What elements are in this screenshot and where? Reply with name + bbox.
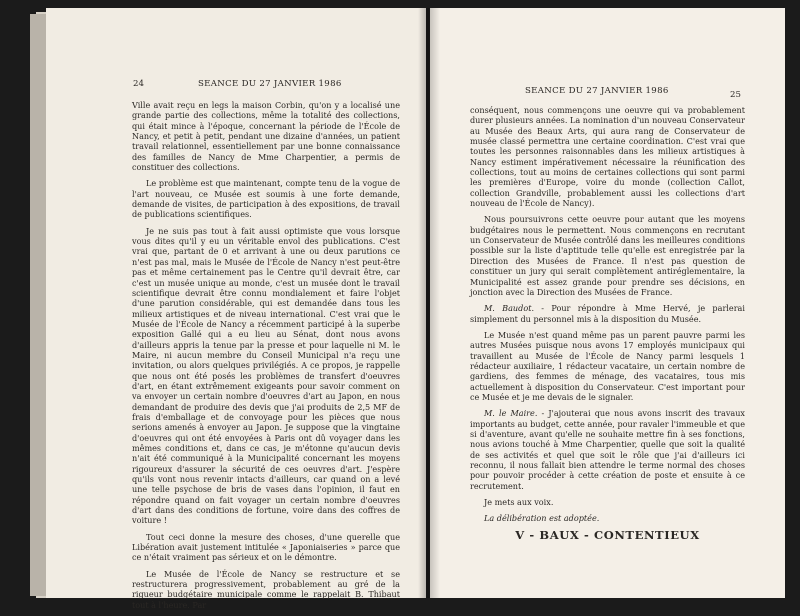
paragraph: Le Musée n'est quand même pas un parent pauvre parmi les autres Musées puisque nous avons 17 employés municipaux qui travaillent au Musée de l'École de Nancy parmi lesquels 1 rédacteur auxiliaire, 1 rédacteur vacataire, un certain nombre de gardiens, des femmes de ménage, des vacataires, tous mis actuellement à disposition du Conservateur. C'est important pour ce Musée et je me devais de le signaler. <box>470 329 745 402</box>
adoption-line: La délibération est adoptée. <box>484 513 600 524</box>
right-page-number: 25 <box>730 90 741 100</box>
paragraph: Nous poursuivrons cette oeuvre pour autant que les moyens budgétaires nous le permettent. Nous commençons en recrutant un Conservateur de Musée contrôlé dans les meilleures conditions possible sur la liste d'aptitude telle qu'elle est enregistrée par la Direction des Musées de France. Il n'est pas question de constituer un jury qui serait complètement antiréglementaire, la Municipalité est assez grande pour prendre ses décisions, en jonction avec la Direction des Musées de France. <box>470 214 745 297</box>
paragraph: Je ne suis pas tout à fait aussi optimiste que vous lorsque vous dites qu'il y eu un véritable envol des publications. C'est vrai que, partant de 0 et arrivant à une ou deux parutions ce n'est pas mal, mais le Musée de l'École de Nancy n'est peut-être pas et même certainement pas le Centre qu'il devrait être, car c'est un musée unique au monde, c'est un musée dont le travail scientifique devrait être connu mondialement et faire l'objet d'une parution considérable, qui est demandée dans tous les milieux artistiques et de niveau international. C'est vrai que le Musée de l'École de Nancy a récemment participé à la superbe exposition Gallé qui a eu lieu au Sénat, dont nous avons d'ailleurs appris la tenue par la presse et pour laquelle ni M. le Maire, ni aucun membre du Conseil Municipal n'a reçu une invitation, ou alors quelques privilégiés. A ce propos, je rappelle que nous ont été posés les problèmes de transfert d'oeuvres d'art, en étant extrêmement exigeants pour savoir comment on va envoyer un certain nombre d'oeuvres d'art au Japon, en nous demandant de produire des devis que j'ai produits de 2,5 MF de frais d'emballage et de convoyage pour les pièces que nous serions amenés à envoyer au Japon. Je suppose que la vingtaine d'oeuvres qui ont été envoyées à Paris ont dû voyager dans les mêmes conditions et, dans ce cas, je m'étonne qu'aucun devis n'ait été communiqué à la Municipalité concernant les moyens rigoureux d'assurer la sécurité de ces oeuvres d'art. J'espère qu'ils vont nous revenir intacts d'ailleurs, car quand on a levé une telle psychose de bris de vases dans l'opinion, il faut en répondre quand on fait voyager un certain nombre d'oeuvres d'art dans des conditions de fortune, voire dans des coffres de voiture ! <box>132 225 400 526</box>
vote-line: Je mets aux voix. <box>484 497 554 508</box>
book-gutter <box>418 8 440 598</box>
paragraph: Ville avait reçu en legs la maison Corbin, qu'on y a localisé une grande partie des collections, même la totalité des collections, qui était mince à l'époque, concernant la période de l'École de Nancy, et petit à petit, pendant une dizaine d'années, un patient travail relationnel, essentiellement par une bonne connaissance des familles de Nancy de Mme Charpentier, a permis de constituer des collections. <box>132 100 400 173</box>
speech-text: - J'ajouterai que nous avons inscrit des travaux importants au budget, cette année, pour ravaler l'immeuble et que si d'aventure, avant qu'elle ne souhaite mettre fin à ses fonctions, nous avions touché à Mme Charpentier, quelle que soit la qualité de ses activités et quel que soit le rôle que j'ai d'ailleurs ici reconnu, il nous fallait bien attendre le terme normal des choses pour pouvoir procéder à cette création de poste et ensuite à ce recrutement. <box>470 408 745 491</box>
paragraph: Le Musée de l'École de Nancy se restructure et se restructurera progressivement, probablement au gré de la rigueur budgétaire municipale comme le rappelait B. Thibaut tout à l'heure. Par <box>132 568 400 610</box>
speech-maire <box>470 408 745 491</box>
right-running-head: SEANCE DU 27 JANVIER 1986 <box>525 86 669 96</box>
speech-baudot <box>470 303 745 324</box>
left-running-head: SEANCE DU 27 JANVIER 1986 <box>198 79 342 89</box>
left-page-number: 24 <box>133 79 144 89</box>
paragraph: conséquent, nous commençons une oeuvre qui va probablement durer plusieurs années. La nomination d'un nouveau Conservateur au Musée des Beaux Arts, qui aura rang de Conservateur de musée classé permettra une certaine coordination. C'est vrai que toutes les personnes raisonnables dans les milieux artistiques à Nancy estiment impérativement nécessaire la réunification des collections, tout au moins de certaines collections qui sont parmi les premières d'Europe, voire du monde (collection Callot, collection Grandville, probablement aussi les collections d'art nouveau de l'École de Nancy). <box>470 105 745 209</box>
paragraph: Le problème est que maintenant, compte tenu de la vogue de l'art nouveau, ce Musée est soumis à une forte demande, demande de visites, de participation à des expositions, de travail de publications scientifiques. <box>132 178 400 220</box>
right-body-text <box>470 105 745 546</box>
left-page <box>46 8 426 610</box>
speech-text: - Pour répondre à Mme Hervé, je parlerai simplement du personnel mis à la disposition du Musée. <box>470 303 745 324</box>
left-body-text <box>132 100 400 616</box>
right-page <box>430 8 785 598</box>
section-heading: V - BAUX - CONTENTIEUX <box>515 527 700 542</box>
speaker-name: M. le Maire. <box>484 408 538 419</box>
speaker-name: M. Baudot. <box>484 303 535 314</box>
paragraph: Tout ceci donne la mesure des choses, d'une querelle que Libération avait justement intitulée « Japoniaiseries » parce que ce n'était vraiment pas sérieux et on le démontre. <box>132 531 400 563</box>
